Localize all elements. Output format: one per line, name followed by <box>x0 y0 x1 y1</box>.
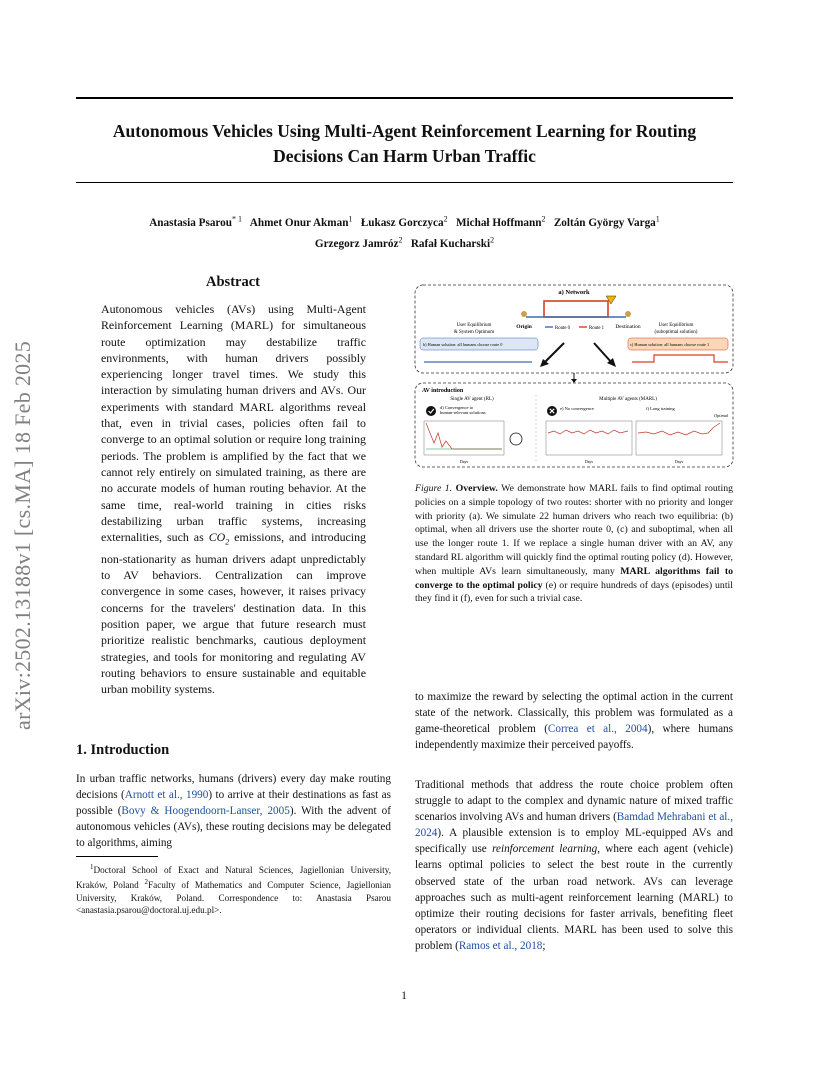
author: Anastasia Psarou$^{* 1}$ <box>149 214 242 229</box>
page-number: 1 <box>401 990 407 1002</box>
introduction-paragraph: In urban traffic networks, humans (drivers) every day make routing decisions (Arnott et al., 1990) to arrive at their destinations as fast as possible (Bovy & Hoogendoorn-Lanser, 2005). With the advent of autonomous vehicles (AVs), these routing decisions may be delegated to algorithms, aiming <box>76 773 391 850</box>
arxiv-stamp: arXiv:2502.13188v1 [cs.MA] 18 Feb 2025 <box>10 340 35 730</box>
author-line-1 <box>76 210 733 232</box>
optimal-label: Optimal <box>714 413 729 418</box>
panel-f-label: f) Long training <box>646 406 675 411</box>
abstract-heading: Abstract <box>206 274 260 290</box>
affiliation-footnote: $^1$Doctoral School of Exact and Natural Sciences, Jagiellonian University, Kraków, Poland $^2$Faculty of Mathematics and Computer Science, Jagiellonian University, Kraków, Poland. Correspondence to: Anastasia Psarou <anastasia.psarou@doctoral.uj.edu.pl>. <box>76 863 391 916</box>
panel-c-label: c) Human solution: all humans choose route 1 <box>630 342 710 347</box>
ue-label-2: & System Optimum <box>453 330 495 335</box>
av-introduction-panel <box>415 383 733 467</box>
panel-d-label-2: human-relevant solutions <box>440 410 486 415</box>
x-axis-label: Days <box>459 459 469 464</box>
author: Zoltán György Varga$^1$ <box>553 214 660 229</box>
panel-a-label: a) Network <box>558 289 590 296</box>
citation-link[interactable]: Arnott et al., 1990 <box>124 789 209 802</box>
multi-av-label: Multiple AV agents (MARL) <box>599 397 657 402</box>
x-axis-label-e: Days <box>584 459 594 464</box>
x-axis-label-f: Days <box>674 459 684 464</box>
panel-d-label: d) Convergence to <box>440 405 474 410</box>
citation-link[interactable]: Correa et al., 2004 <box>547 723 648 736</box>
route-1-legend: Route 1 <box>589 326 605 331</box>
paper-title: Autonomous Vehicles Using Multi-Agent Reinforcement Learning for Routing Decisions Can Harm Urban Traffic <box>112 121 697 166</box>
sub-ue-label: User Equilibrium <box>658 323 694 328</box>
av-intro-label: AV introduction <box>422 388 464 394</box>
destination-marker-icon <box>625 311 631 317</box>
body-paragraph: Traditional methods that address the route choice problem often struggle to adapt to the complex and dynamic nature of mixed traffic scenarios involving AVs and human drivers (Bamdad Mehrabani et al., 2024). A plausible extension is to employ ML-equipped AVs and specifically use reinforcement learning, where each agent (vehicle) learns optimal policies to select the best route in the currently observed state of the urban road network. AVs can leverage approaches such as multi-agent reinforcement learning (MARL) to optimize their routing decisions for faster arrivals, benefiting fleet operators or individual clients. MARL has been used to solve this problem (Ramos et al., 2018; <box>415 779 733 952</box>
author-list <box>76 210 733 253</box>
author: Łukasz Gorczyca$^2$ <box>360 214 448 229</box>
panel-e-label: e) No convergence <box>560 406 594 411</box>
route-0-legend: Route 0 <box>555 326 571 331</box>
author: Michał Hoffmann$^2$ <box>455 214 546 229</box>
section-heading-introduction: 1. Introduction <box>76 742 170 758</box>
check-icon <box>426 406 436 416</box>
citation-link[interactable]: Bamdad Mehrabani et al., 2024 <box>415 811 733 840</box>
destination-label: Destination <box>615 324 641 330</box>
sub-ue-label-2: (suboptimal solution) <box>654 330 698 335</box>
origin-marker-icon <box>521 311 527 317</box>
body-paragraph: to maximize the reward by selecting the optimal action in the current state of the network. Classically, this problem was formulated as a game-theoretical problem (Correa et al., 2004), where humans independently maximize their perceived payoffs. <box>415 691 734 752</box>
citation-link[interactable]: Ramos et al., 2018 <box>458 939 543 952</box>
ue-label: User Equilibrium <box>456 323 492 328</box>
citation-link[interactable]: Bovy & Hoogendoorn-Lanser, 2005 <box>121 805 290 818</box>
author: Rafał Kucharski$^2$ <box>410 235 495 251</box>
author: Ahmet Onur Akman$^1$ <box>249 214 353 229</box>
footnote-rule <box>76 856 158 857</box>
overview-figure <box>414 283 734 470</box>
author: Grzegorz Jamróz$^2$ <box>314 235 403 251</box>
title-rule-bottom <box>76 182 733 183</box>
figure-caption: Figure 1. Overview. We demonstrate how MARL fails to find optimal routing policies on a simple topology of two routes: shorter with no priority and longer with priority (a). We simulate 22 human drivers who reach two equilibria: (b) optimal, when all drivers use the shorter route 0, (c) and suboptimal, when all use the longer route 1. If we replace a single human driver with an AV, any standard RL algorithm will quickly find the optimal routing policy (d). However, when multiple AVs learn simultaneously, many MARL algorithms fail to converge to the optimal policy (e) or require hundreds of days (episodes) until they find it (f), even for such a trivial case. <box>415 483 734 605</box>
origin-label: Origin <box>516 324 532 330</box>
abstract-text: Autonomous vehicles (AVs) using Multi-Agent Reinforcement Learning (MARL) for simultaneous route optimization may destabilize traffic environments, with human drivers possibly experiencing longer travel times. We study this interaction by simulating human drivers and AVs. Our experiments with standard MARL algorithms reveal that, even in trivial cases, policies often fail to converge to an optimal solution or require long training periods. The problem is amplified by the fact that we cannot rely entirely on simulated training, as there are no accurate models of human routing behavior. At the same time, real-world training in cities risks destabilizing urban traffic systems, increasing externalities, such as $CO_2$ emissions, and introducing non-stationarity as human drivers adapt unpredictably to AV behaviors. Centralization can improve convergence in some cases, however, it raises privacy concerns for the travelers' destination data. In this position paper, we argue that future research must prioritize realistic benchmarks, cautious deployment strategies, and tools for monitoring and regulating AV routing behaviors to ensure sustainable and equitable urban mobility systems. <box>101 302 366 697</box>
co2-formula: $CO_2$ <box>208 530 230 547</box>
route-1-path <box>544 301 608 317</box>
title-rule-top <box>76 97 733 99</box>
author-line-2 <box>76 232 733 254</box>
network-panel <box>415 285 733 373</box>
single-av-label: Single AV agent (RL) <box>450 397 494 402</box>
panel-b-label: b) Human solution: all humans choose route 0 <box>423 342 503 347</box>
